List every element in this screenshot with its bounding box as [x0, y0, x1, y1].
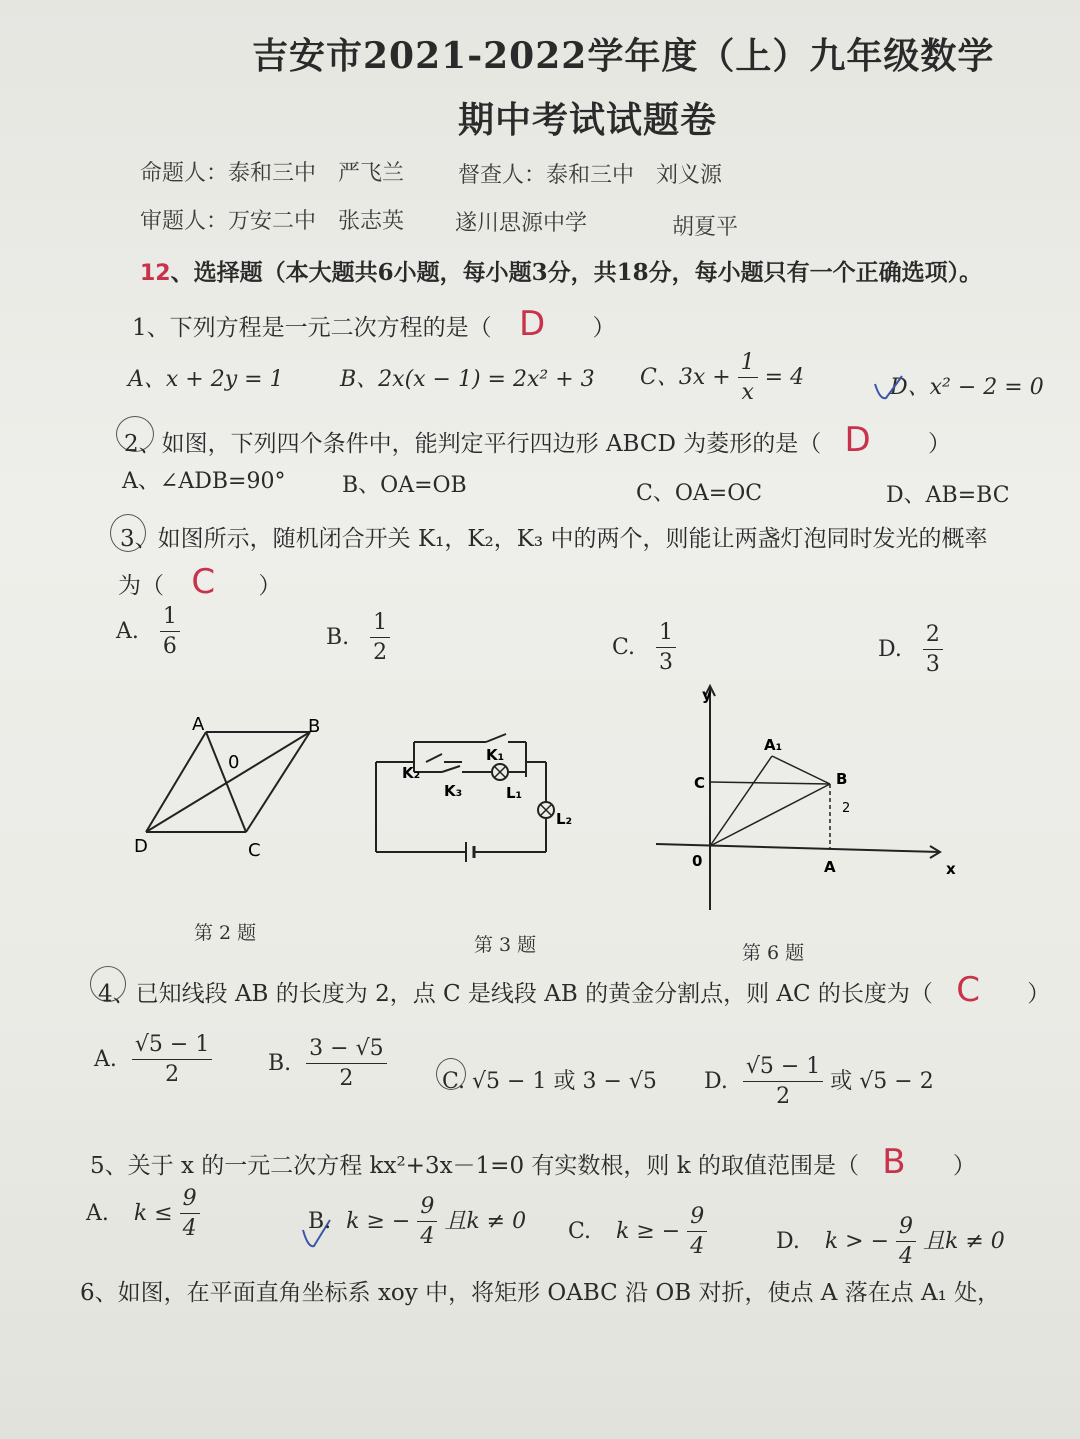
q3-option-d	[878, 624, 943, 676]
q5-option-c	[568, 1206, 707, 1258]
question-4-stem	[98, 970, 1050, 1010]
q3-close: ）	[258, 573, 282, 599]
exam-title: 吉安市2021-2022学年度（上）九年级数学	[252, 35, 995, 77]
q1-option-d: D、x² − 2 = 0	[890, 375, 1044, 400]
q4-a-num: √5 − 1	[132, 1034, 212, 1060]
q3-b-label: B.	[326, 625, 350, 650]
fig2-label-a: A	[192, 714, 205, 735]
q3-a-fraction	[160, 606, 180, 658]
fig3-label-k1: K₁	[486, 746, 505, 764]
q3-text2: 为（	[118, 573, 164, 599]
q5-c-label: C.	[568, 1219, 592, 1244]
q1-c-pre: C、3x +	[640, 365, 731, 390]
q5-text: 5、关于 x 的一元二次方程 kx²+3x－1=0 有实数根，则 k 的取值范围是（	[90, 1153, 859, 1179]
q4-handwritten-answer: C	[956, 970, 980, 1010]
q3-b-num: 1	[370, 612, 390, 638]
fig6-label-y: y	[702, 686, 712, 704]
question-3-stem: 3、如图所示，随机闭合开关 K₁，K₂，K₃ 中的两个，则能让两盏灯泡同时发光的概率	[120, 526, 988, 552]
reviewer-line: 审题人：万安二中 张志英	[140, 209, 405, 234]
figure-3-caption: 第 3 题	[474, 934, 537, 956]
question-3-stem-line2	[118, 562, 281, 602]
q3-b-den: 2	[373, 640, 388, 665]
q3-a-num: 1	[160, 606, 180, 632]
fig6-label-a1: A₁	[764, 736, 783, 754]
q5-d-num: 9	[896, 1216, 916, 1242]
q3-option-b	[326, 612, 390, 664]
q5-c-den: 4	[690, 1234, 705, 1259]
supervisor-line: 督查人：泰和三中 刘义源	[458, 163, 723, 188]
q4-a-label: A.	[94, 1047, 117, 1072]
q5-d-label: D.	[776, 1229, 800, 1254]
q3-option-a	[116, 606, 180, 658]
q2-option-d: D、AB=BC	[886, 483, 1010, 508]
fig6-label-x: x	[946, 860, 956, 878]
check-icon	[872, 372, 906, 404]
figure-6-coordinate-plane	[650, 680, 970, 920]
q4-b-num: 3 − √5	[306, 1038, 386, 1064]
q3-c-den: 3	[659, 650, 674, 675]
fig2-label-c: C	[248, 840, 261, 861]
fig6-label-two: 2	[842, 801, 851, 816]
q5-d-den: 4	[899, 1244, 914, 1269]
q4-option-c: C. √5 − 1 或 3 − √5	[442, 1069, 657, 1094]
q5-a-fraction	[180, 1188, 200, 1240]
q3-d-label: D.	[878, 637, 902, 662]
q5-option-b	[308, 1196, 526, 1248]
q4-option-b	[268, 1038, 387, 1090]
q5-d-pre: k > −	[824, 1229, 890, 1254]
q4-d-fraction	[743, 1056, 823, 1108]
fig3-label-l2: L₂	[556, 810, 573, 828]
question-1-stem	[132, 304, 615, 344]
q3-d-num: 2	[923, 624, 943, 650]
q3-handwritten-answer: C	[191, 562, 216, 602]
q2-text: 2、如图，下列四个条件中，能判定平行四边形 ABCD 为菱形的是（	[124, 431, 822, 457]
section-heading	[140, 254, 982, 287]
q3-a-label: A.	[116, 619, 139, 644]
q1-c-fraction	[738, 352, 758, 404]
q5-close: ）	[952, 1153, 976, 1179]
q3-option-c	[612, 622, 676, 674]
fig3-label-k3: K₃	[444, 782, 463, 800]
q5-b-pre: k ≥ −	[346, 1209, 411, 1234]
q5-handwritten-answer: B	[882, 1142, 906, 1182]
fig3-label-k2: K₂	[402, 764, 421, 782]
fig2-label-o: 0	[228, 752, 240, 773]
q5-b-num: 9	[417, 1196, 437, 1222]
q5-a-den: 4	[182, 1216, 197, 1241]
q3-d-den: 3	[925, 652, 940, 677]
fig6-label-a: A	[824, 858, 836, 876]
q4-d-den: 2	[776, 1084, 791, 1109]
q5-option-d	[776, 1216, 1005, 1268]
fig6-label-c: C	[694, 774, 706, 792]
q1-c-den: x	[741, 380, 754, 405]
q5-b-post: 且k ≠ 0	[444, 1209, 527, 1234]
question-2-stem	[124, 420, 951, 460]
score-mark: 12	[140, 261, 171, 286]
q5-b-fraction	[417, 1196, 437, 1248]
q1-handwritten-answer: D	[518, 304, 546, 344]
q2-option-c: C、OA=OC	[636, 481, 763, 506]
reviewer-school: 遂川思源中学	[455, 211, 588, 236]
figure-2-parallelogram	[120, 700, 340, 870]
q4-option-d	[704, 1056, 934, 1108]
q4-d-num: √5 − 1	[743, 1056, 823, 1082]
q4-d-label: D.	[704, 1069, 728, 1094]
q5-c-fraction	[687, 1206, 707, 1258]
q5-a-label: A.	[86, 1201, 109, 1226]
question-5-stem	[90, 1142, 976, 1182]
q5-b-den: 4	[420, 1224, 435, 1249]
q1-close: ）	[592, 315, 616, 341]
q3-c-num: 1	[656, 622, 676, 648]
q3-c-label: C.	[612, 635, 636, 660]
q2-handwritten-answer: D	[844, 420, 871, 460]
figure-6-caption: 第 6 题	[742, 942, 805, 964]
q4-text: 4、已知线段 AB 的长度为 2，点 C 是线段 AB 的黄金分割点，则 AC 的长度为（	[98, 981, 933, 1007]
q1-option-b: B、2x(x − 1) = 2x² + 3	[340, 367, 595, 392]
q4-b-fraction	[306, 1038, 386, 1090]
q4-d-post: 或 √5 − 2	[830, 1069, 934, 1094]
q1-c-num: 1	[738, 352, 758, 378]
q5-d-fraction	[896, 1216, 916, 1268]
q5-c-num: 9	[687, 1206, 707, 1232]
q5-b-label: B.	[308, 1209, 332, 1234]
q2-close: ）	[928, 431, 952, 457]
q5-a-num: 9	[180, 1188, 200, 1214]
setter-line: 命题人：泰和三中 严飞兰	[140, 161, 405, 186]
q3-b-fraction	[370, 612, 390, 664]
section-title: 、选择题（本大题共6小题，每小题3分，共18分，每小题只有一个正确选项）。	[170, 259, 983, 286]
q4-option-a	[94, 1034, 212, 1086]
figure-2-caption: 第 2 题	[194, 922, 257, 944]
q5-d-post: 且k ≠ 0	[923, 1229, 1005, 1254]
q1-option-c	[640, 352, 804, 404]
fig2-label-b: B	[308, 716, 321, 737]
q4-b-label: B.	[268, 1051, 292, 1076]
question-6-stem: 6、如图，在平面直角坐标系 xoy 中，将矩形 OABC 沿 OB 对折，使点 A 落在点 A₁ 处，	[80, 1280, 1001, 1306]
q4-b-den: 2	[339, 1066, 354, 1091]
reviewer-name: 胡夏平	[672, 215, 739, 240]
q1-check-mark	[872, 372, 906, 408]
fig6-label-o: 0	[692, 852, 703, 870]
q5-c-pre: k ≥ −	[616, 1219, 681, 1244]
exam-subtitle: 期中考试试题卷	[458, 99, 718, 141]
q3-a-den: 6	[162, 634, 177, 659]
fig2-label-d: D	[134, 836, 148, 857]
q5-a-pre: k ≤	[133, 1201, 173, 1226]
q2-option-b: B、OA=OB	[342, 473, 467, 498]
q2-option-a: A、∠ADB=90°	[122, 469, 286, 494]
q3-d-fraction	[923, 624, 943, 676]
q1-c-post: = 4	[764, 365, 805, 390]
q4-a-den: 2	[165, 1062, 180, 1087]
fig6-label-b: B	[836, 770, 848, 788]
q4-close: ）	[1027, 981, 1051, 1007]
fig3-label-l1: L₁	[506, 784, 523, 802]
q1-text: 1、下列方程是一元二次方程的是（	[132, 315, 492, 341]
figure-3-circuit	[366, 732, 586, 862]
q5-option-a	[86, 1188, 200, 1240]
q3-c-fraction	[656, 622, 676, 674]
q1-option-a: A、x + 2y = 1	[128, 367, 284, 392]
q4-a-fraction	[132, 1034, 212, 1086]
